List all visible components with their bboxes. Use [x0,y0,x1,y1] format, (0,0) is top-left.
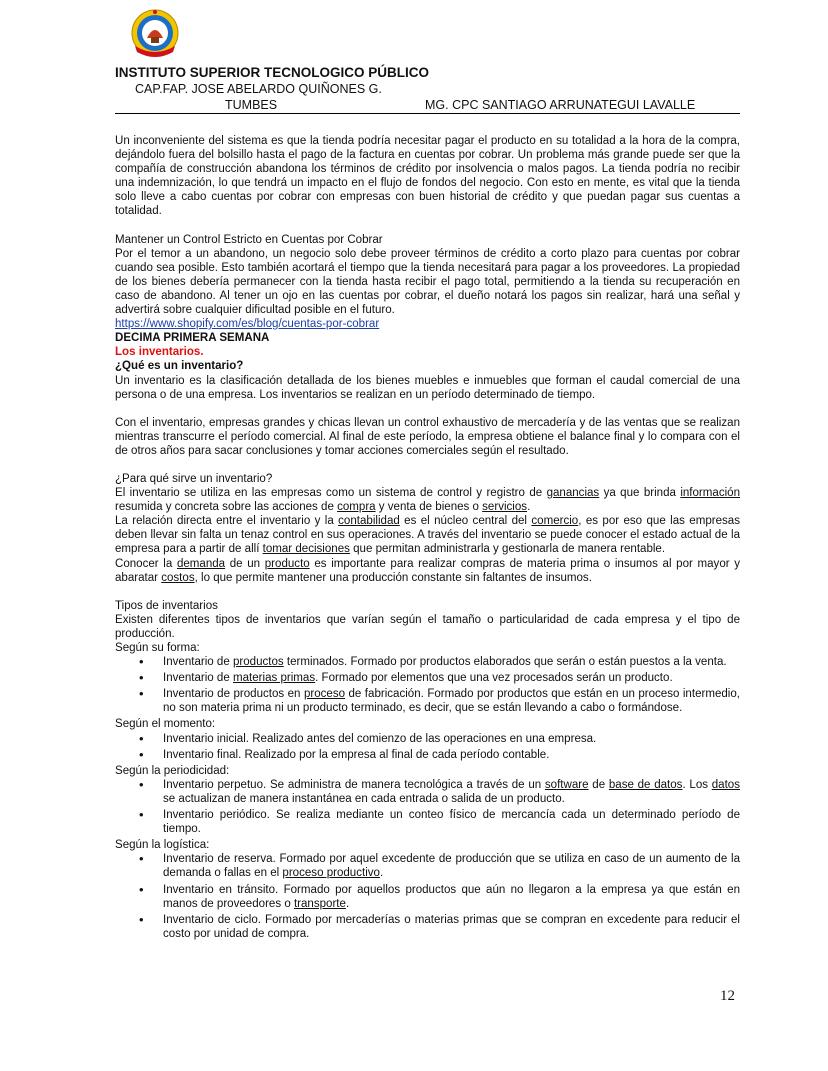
purpose-paragraph-1: El inventario se utiliza en las empresas como un sistema de control y registro de ganancias ya que brinda información resumida y concreta sobre las acciones de compra y venta de bienes o servicios. [115,487,740,514]
link-servicios[interactable]: servicios [482,501,528,514]
forma-label: Según su forma: [115,642,200,654]
purpose-paragraph-2: La relación directa entre el inventario y la contabilidad es el núcleo central del comercio, es por eso que las empresas deben llevar sin falta un tenaz control en sus operaciones. A través del inventario se puede conocer el estado actual de la empresa para a partir de allí tomar decisiones que permitan administrarla y gestionarla de manera rentable. [115,515,740,556]
institution-logo [130,8,180,60]
link-contabilidad[interactable]: contabilidad [338,515,400,528]
city: TUMBES [225,98,278,112]
source-link[interactable]: https://www.shopify.com/es/blog/cuentas-por-cobrar [115,318,380,331]
list-item: • Inventario de productos terminados. Formado por productos elaborados que serán o están puestos a la venta. [115,655,740,669]
definition-paragraph-2: Con el inventario, empresas grandes y chicas llevan un control exhaustivo de mercadería y de las ventas que se realizan mientras transcurre el período comercial. Al final de este período, la empresa obtiene el balance final y lo compara con el de otros años para sacar conclusiones y tomar acciones comerciales según el resultado. [115,416,740,457]
list-item: • Inventario perpetuo. Se administra de manera tecnológica a través de un software de base de datos. Los datos se actualizan de manera instantánea en cada entrada o salida de un producto. [115,778,740,806]
question-heading: ¿Qué es un inventario? [115,360,244,373]
link-producto[interactable]: producto [264,557,310,570]
momento-label: Según el momento: [115,718,216,731]
list-item: • Inventario final. Realizado por la empresa al final de cada período contable. [115,748,740,762]
document-body [115,134,740,943]
link-software[interactable]: software [544,778,589,791]
control-heading: Mantener un Control Estricto en Cuentas por Cobrar [115,233,383,246]
link-demanda[interactable]: demanda [176,557,226,570]
control-paragraph: Por el temor a un abandono, un negocio solo debe proveer términos de crédito a corto plazo para cuentas por cobrar cuando sea posible. Esto también acortará el tiempo que la tienda necesitará para pagar a los proveedores. La propiedad de los bienes debería permanecer con la tienda hasta recibir el pago total, permitiendo a la tienda su recuperación en caso de abandono. Al tener un ojo en las cuentas por cobrar, el dueño notará los pagos sin realizar, hará una señal y advertirá sobre cualquier dificultad posible en el futuro. [115,247,740,317]
link-proceso-productivo[interactable]: proceso productivo [282,867,380,880]
paragraph-disadvantage: Un inconveniente del sistema es que la tienda podría necesitar pagar el producto en su totalidad a la hora de la compra, dejándolo fuera del bolsillo hasta el pago de la factura en cuentas por cobrar. Un problema más grande puede ser que la compañía de construcción abandona los términos de crédito por insolvencia o malos pagos. La tienda podría no recibir una indemnización, lo que tendrá un impacto en el flujo de fondos del negocio. Con esto en mente, es vital que la tienda solo lleve a cabo cuentas por cobrar con empresas con buen historial de crédito y que puedan pagar sus cuentas a totalidad. [115,135,740,218]
forma-list [115,655,740,715]
list-item: • Inventario de reserva. Formado por aquel excedente de producción que se utiliza en caso de un aumento de la demanda o fallas en el proceso productivo. [115,852,740,880]
link-productos[interactable]: productos [232,656,284,669]
purpose-paragraph-3: Conocer la demanda de un producto es importante para realizar compras de materia prima o insumos al por mayor y abaratar costos, lo que permite mantener una producción constante sin faltantes de insumos. [115,557,741,584]
list-item: • Inventario de materias primas. Formado por elementos que una vez procesados serán un producto. [115,671,740,685]
link-materias-primas[interactable]: materias primas [232,672,316,685]
page-number: 12 [720,988,735,1004]
types-heading: Tipos de inventarios [115,599,218,612]
topic-heading: Los inventarios. [115,346,204,359]
list-item: • Inventario en tránsito. Formado por aquellos productos que aún no llegaron a la empresa ya que están en manos de proveedores o transporte. [115,883,740,911]
list-item: • Inventario de productos en proceso de fabricación. Formado por productos que están en un proceso intermedio, no son materia prima ni un producto terminado, es decir, que se están llevando a cabo o formándose. [115,687,740,715]
list-item: • Inventario inicial. Realizado antes del comienzo de las operaciones en una empresa. [115,732,740,746]
link-informacion[interactable]: información [680,487,740,500]
teacher-name: MG. CPC SANTIAGO ARRUNATEGUI LAVALLE [425,98,696,112]
link-comercio[interactable]: comercio [531,515,579,528]
periodicidad-list [115,778,740,836]
logistica-list [115,852,740,941]
definition-paragraph-1: Un inventario es la clasificación detallada de los bienes muebles e inmuebles que forman el caudal comercial de una persona o de una empresa. Los inventarios se realizan en un período determinado de tiempo. [115,374,740,401]
institution-name: INSTITUTO SUPERIOR TECNOLOGICO PÚBLICO [115,65,430,80]
link-costos[interactable]: costos [161,571,195,584]
link-proceso[interactable]: proceso [303,688,346,701]
types-intro: Existen diferentes tipos de inventarios que varían según el tamaño o particularidad de cada empresa y el tipo de producción. [115,613,740,640]
header-location-row [115,97,740,114]
link-tomar-decisiones[interactable]: tomar decisiones [262,543,350,556]
momento-list [115,732,740,762]
week-heading: DECIMA PRIMERA SEMANA [115,332,270,345]
periodicidad-label: Según la periodicidad: [115,764,230,777]
purpose-heading: ¿Para qué sirve un inventario? [115,472,273,485]
link-transporte[interactable]: transporte [293,897,346,910]
list-item: • Inventario periódico. Se realiza mediante un conteo físico de mercancía cada un determinado período de tiempo. [115,808,740,836]
institute-namesake: CAP.FAP. JOSE ABELARDO QUIÑONES G. [135,82,382,96]
link-base-de-datos[interactable]: base de datos [608,778,683,791]
list-item: • Inventario de ciclo. Formado por mercaderías o materias primas que se compran en excedente para reducir el costo por unidad de compra. [115,913,740,941]
link-datos[interactable]: datos [711,778,740,791]
link-compra[interactable]: compra [337,501,376,514]
page-header [115,64,740,114]
logistica-label: Según la logística: [115,839,210,852]
link-ganancias[interactable]: ganancias [546,487,600,500]
